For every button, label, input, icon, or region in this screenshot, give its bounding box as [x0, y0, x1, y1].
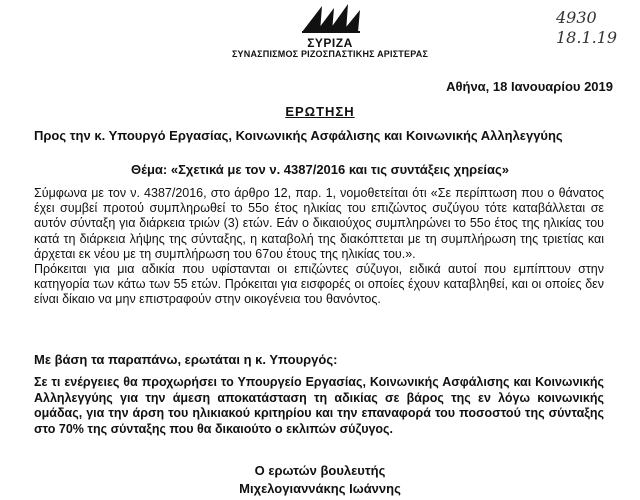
logo-subtitle: ΣΥΝΑΣΠΙΣΜΟΣ ΡΙΖΟΣΠΑΣΤΙΚΗΣ ΑΡΙΣΤΕΡΑΣ	[231, 49, 429, 59]
party-logo	[230, 2, 430, 64]
addressee: Προς την κ. Υπουργό Εργασίας, Κοινωνικής Ασφάλισης και Κοινωνικής Αλληλεγγύης	[34, 128, 563, 143]
signature-title: Ο ερωτών βουλευτής	[254, 463, 386, 478]
handwritten-number: 4930	[556, 8, 597, 27]
flag-emblem-icon	[298, 2, 362, 36]
signature-name: Μιχελογιαννάκης Ιωάννης	[239, 481, 401, 496]
body-paragraph-1: Σύμφωνα με τον ν. 4387/2016, στο άρθρο 12, παρ. 1, νομοθετείται ότι «Σε περίπτωση που ο θάνατος έχει συμβεί προτού συμπληρωθεί το 55ο έτος ηλικίας του επιζώντος συζύγου τότε καταβάλλεται σε αυτόν σύνταξη για διάρκεια τριών (3) ετών. Εάν ο δικαιούχος συμπληρώνει το 55ο έτος της ηλικίας του κατά τη διάρκεια λήψης της σύνταξης, η καταβολή της διακόπτεται με τη συμπλήρωση της τριετίας και άρχεται εκ νέου με τη συμπλήρωση του 67ου έτους της ηλικίας του.».	[34, 186, 604, 261]
document-heading	[0, 104, 640, 119]
body-text	[34, 186, 604, 308]
heading-text: ΕΡΩΤΗΣΗ	[285, 104, 355, 119]
body-paragraph-2: Πρόκειται για μια αδικία που υφίστανται οι επιζώντες σύζυγοι, ειδικά αυτοί που εμπίπτουν στην κατηγορία των κάτω των 55 ετών. Πρόκειται για εισφορές οι οποίες έχουν καταβληθεί, και οι οποίες δεν είναι δίκαιο να μην επιστραφούν στην οικογένεια του θανόντος.	[34, 262, 604, 307]
date-line: Αθήνα, 18 Ιανουαρίου 2019	[446, 79, 613, 94]
question-lead-in: Με βάση τα παραπάνω, ερωτάται η κ. Υπουργός:	[34, 352, 338, 367]
question-text: Σε τι ενέργειες θα προχωρήσει το Υπουργείο Εργασίας, Κοινωνικής Ασφάλισης και Κοινωνικής Αλληλεγγύης για την άμεση αποκατάσταση τη αδικίας σε βάρος της εν λόγω κοινωνικής ομάδας, για την άρση του ηλικιακού κριτηρίου και την επαναφορά του ποσοστού της σύνταξης στο 70% της σύνταξης που θα δικαιούτο ο εκλιπών σύζυγος.	[34, 375, 604, 436]
subject-line: Θέμα: «Σχετικά με τον ν. 4387/2016 και τις συντάξεις χηρείας»	[131, 162, 509, 177]
logo-name: ΣΥΡΙΖΑ	[307, 36, 353, 50]
signature-block	[0, 462, 640, 498]
handwritten-protocol-note	[556, 8, 640, 56]
handwritten-date: 18.1.19	[556, 28, 618, 47]
